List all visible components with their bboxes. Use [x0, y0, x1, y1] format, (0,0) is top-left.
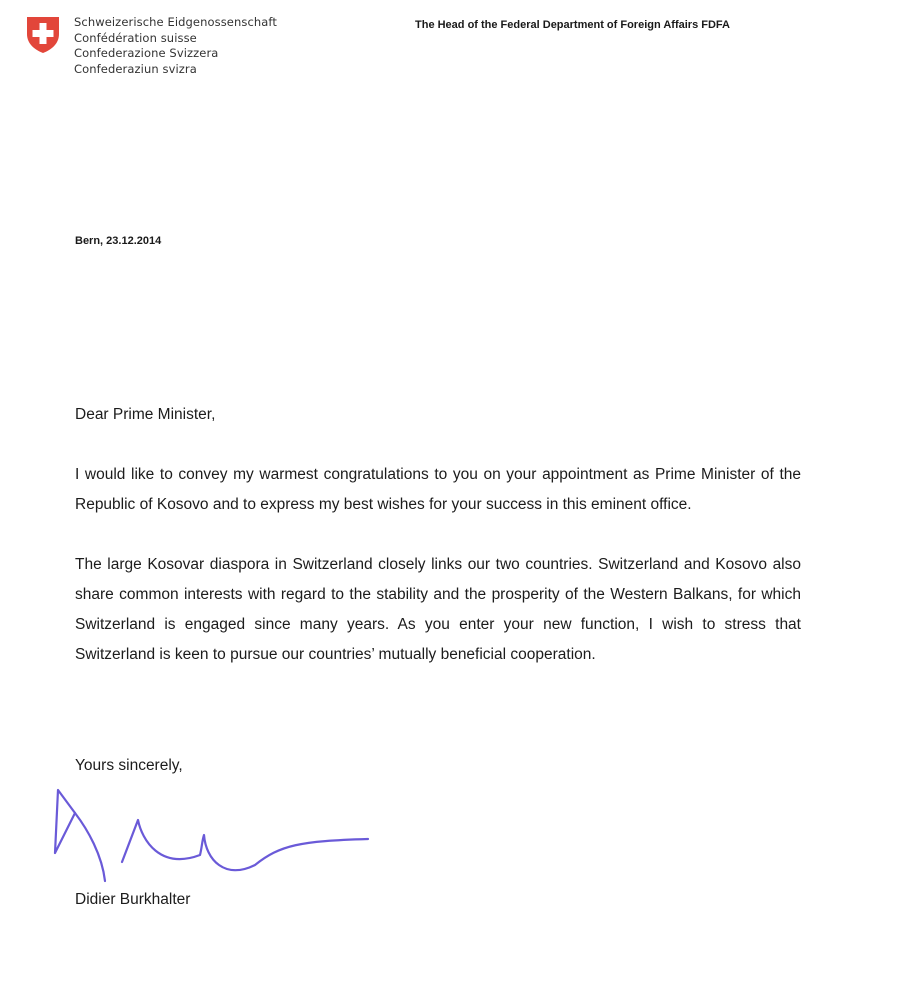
- signature-stroke-2: [75, 813, 105, 881]
- swiss-coat-of-arms-icon: [26, 16, 60, 54]
- confederation-name-fr: Confédération suisse: [74, 30, 197, 45]
- salutation: Dear Prime Minister,: [75, 406, 216, 423]
- sender-title: The Head of the Federal Department of Foreign Affairs FDFA: [415, 19, 730, 31]
- signature-stroke-1: [55, 790, 75, 853]
- letter-body: [75, 400, 801, 700]
- handwritten-signature: [50, 785, 380, 885]
- signer-name: Didier Burkhalter: [75, 891, 191, 908]
- cross-horizontal: [33, 30, 54, 37]
- closing: Yours sincerely,: [75, 757, 183, 774]
- confederation-name-rm: Confederaziun svizra: [74, 61, 197, 76]
- confederation-name-de: Schweizerische Eidgenossenschaft: [74, 15, 277, 29]
- date-line: Bern, 23.12.2014: [75, 235, 162, 247]
- paragraph-2: The large Kosovar diaspora in Switzerland closely links our two countries. Switzerland and Kosovo also share common interests with regard to the stability and the prosperity of the Western Balkans, for which Switzerland is engaged since many years. As you enter your new function, I wish to stress that Switzerland is keen to pursue our countries’ mutually beneficial cooperation.: [75, 556, 801, 663]
- paragraph-1: I would like to convey my warmest congratulations to you on your appointment as Prime Minister of the Republic of Kosovo and to express my best wishes for your success in this eminent office.: [75, 466, 801, 513]
- signature-stroke-3: [122, 820, 368, 870]
- confederation-name-it: Confederazione Svizzera: [74, 46, 219, 61]
- confederation-names: [74, 15, 277, 77]
